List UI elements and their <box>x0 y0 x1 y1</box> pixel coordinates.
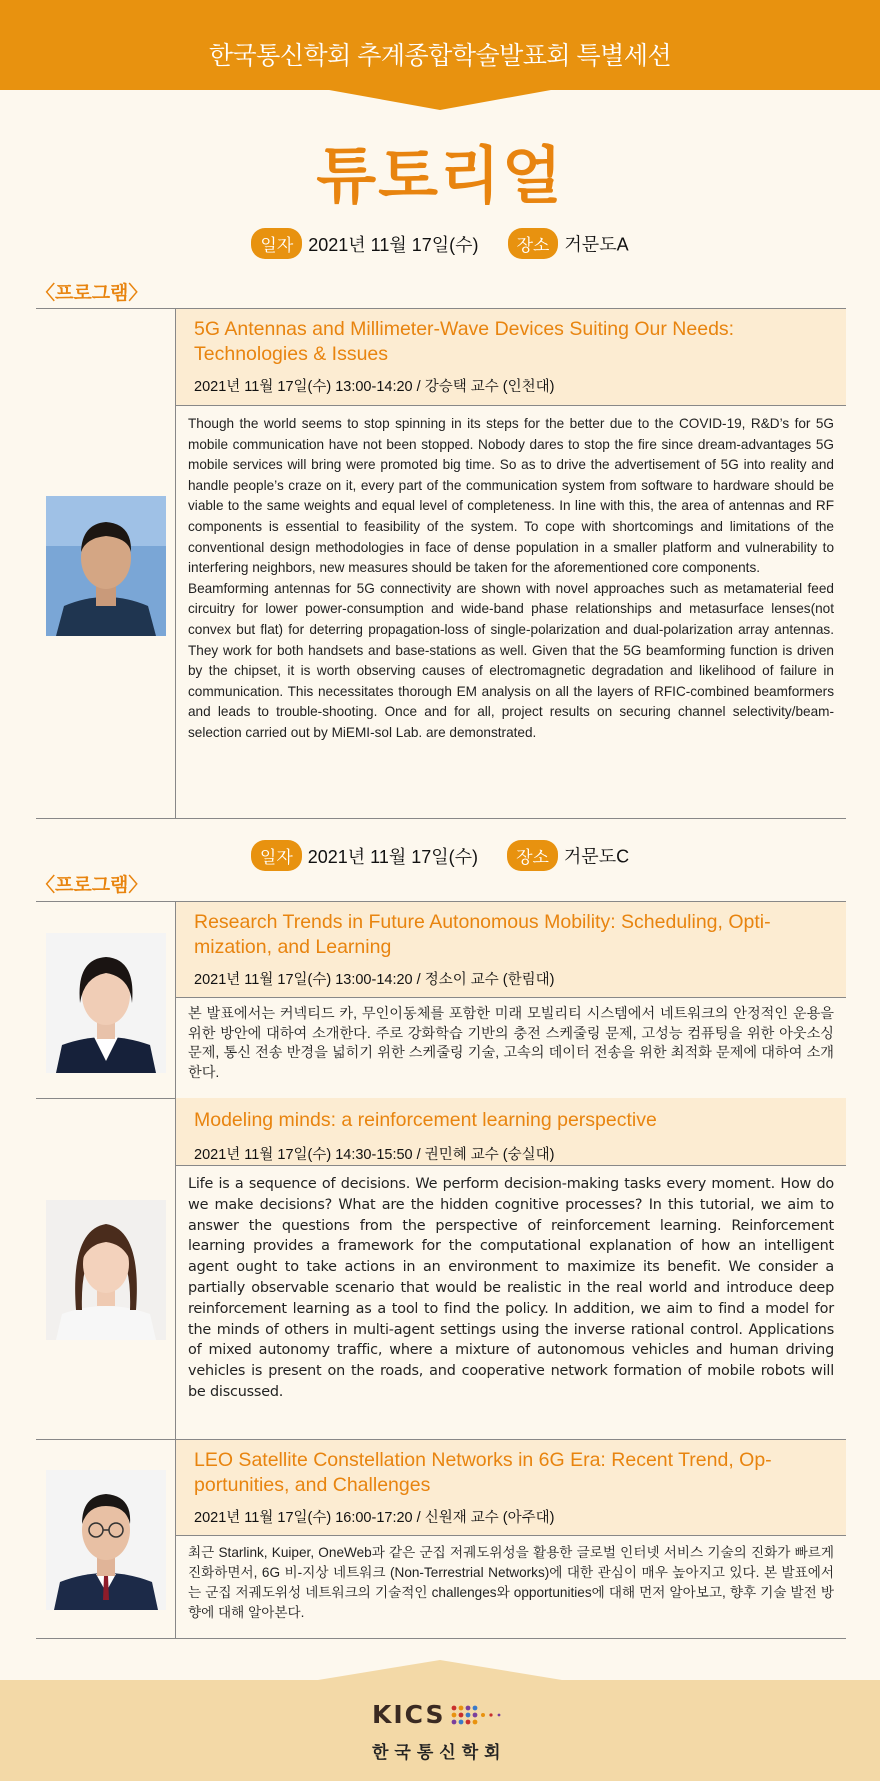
talk-meta: 2021년 11월 17일(수) 16:00-17:20 / 신원재 교수 (아주대) <box>194 1510 555 1526</box>
logo-subtitle: 한국통신학회 <box>372 1743 507 1762</box>
talk-content <box>176 1098 846 1439</box>
kics-logo <box>372 1698 512 1768</box>
talk-meta: 2021년 11월 17일(수) 14:30-15:50 / 권민혜 교수 (숭실대) <box>194 1147 555 1163</box>
talk-title: LEO Satellite Constellation Networks in 6G Era: Recent Trend, Op- portunities, and Challenges <box>194 1449 772 1496</box>
talk-content <box>176 309 846 818</box>
talk-block-3 <box>36 1098 846 1440</box>
page-title: 튜토리얼 <box>316 142 564 211</box>
talk-header <box>176 309 846 406</box>
logo-dots-icon <box>450 1704 510 1728</box>
program-label: 〈프로그램〉 <box>36 283 148 304</box>
session-c-info <box>0 840 880 871</box>
talk-abstract: Life is a sequence of decisions. We perform decision-making tasks every moment. How do we make decisions? What are the hidden cognitive processes? In this tutorial, we aim to answer the questions from the perspective of reinforcement learning. Reinforcement learning provides a framework for the computational explanation of how an intelligent agent ought to take actions in an environment to maximize its benefit. We consider a partially observable scenario that would be realistic in the real world and introduce deep reinforcement learning as a tool to find the policy. In addition, we aim to find a model for the minds of others in multi-agent settings using the inverse rational control. Applications of mixed autonomy traffic, where a mixture of autonomous vehicles and human driving vehicles is present on the roads, and cooperative network formation of mobile robots will be discussed. <box>188 1176 834 1400</box>
speaker-photo <box>46 1470 166 1610</box>
talk-abstract: Though the world seems to stop spinning in its steps for the better due to the COVID-19, R&D’s for 5G mobile communication have not been stopped. Nobody dares to stop the fire since dream-advantages 5G mobile services will bring were promoted big time. So as to drive the advertisement of 5G into reality and handle people’s craze on it, every part of the communication system from software to hardware should be viable to the same weights and equal level of completeness. In line with this, the area of antennas and RF components is essential to feasibility of the system. To cope with shortcomings and limitations of the conventional design methodologies in face of dense population in a smaller platform and vulnerability to interfering neighbors, new measures should be taken for the aforementioned core components. Beamforming antennas for 5G connectivity are shown with novel approaches such as metamaterial feed circuitry for lower power-consumption and wide-band phase relationships and metasurface lenses(not convex but flat) for deterring propagation-loss of single-polarization and dual-polarization array antennas. They work for both handsets and base-stations as well. Given that the 5G beamforming function is driven by the chipset, it is worth observing causes of electromagnetic degradation and likelihood of failure in communication. This necessitates thorough EM analysis on all the layers of RFIC-combined beamformers and leads to trouble-shooting. Once and for all, project results on securing channel selectivity/beam-selection carried out by MiEMI-sol Lab. are demonstrated. <box>188 416 834 740</box>
talk-header <box>176 902 846 998</box>
talk-title: Research Trends in Future Autonomous Mobility: Scheduling, Opti- mization, and Learning <box>194 911 771 958</box>
talk-content <box>176 1440 846 1638</box>
photo-column <box>36 1440 176 1638</box>
talk-block-2 <box>36 901 846 1099</box>
talk-header <box>176 1098 846 1166</box>
talk-title: 5G Antennas and Millimeter-Wave Devices Suiting Our Needs: Technologies & Issues <box>194 318 735 365</box>
session-date: 2021년 11월 17일(수) <box>308 234 479 255</box>
photo-column <box>36 309 176 818</box>
footer-banner <box>0 1680 880 1781</box>
place-tag: 장소 <box>508 228 559 259</box>
talk-block-1 <box>36 308 846 819</box>
talk-abstract: 본 발표에서는 커넥티드 카, 무인이동체를 포함한 미래 모빌리티 시스템에서 네트워크의 안정적인 운용을 위한 방안에 대하여 소개한다. 주로 강화학습 기반의 충전 스케줄링 문제, 고성능 컴퓨팅을 위한 아웃소싱 문제, 통신 전송 반경을 넓히기 위한 스케줄링 기술, 고속의 데이터 전송을 위한 최적화 문제에 대하여 소개한다. <box>188 1006 834 1081</box>
footer-notch <box>318 1660 562 1680</box>
date-tag: 일자 <box>251 228 302 259</box>
banner-arrow <box>318 88 562 110</box>
photo-column <box>36 1098 176 1439</box>
session-date: 2021년 11월 17일(수) <box>307 846 479 867</box>
logo-text: KICS <box>372 1700 446 1729</box>
speaker-photo <box>46 496 166 636</box>
session-a-info <box>0 228 880 259</box>
talk-block-4 <box>36 1439 846 1639</box>
speaker-photo <box>46 933 166 1073</box>
banner-text: 한국통신학회 추계종합학술발표회 특별세션 <box>208 42 672 70</box>
talk-meta: 2021년 11월 17일(수) 13:00-14:20 / 강승택 교수 (인천대) <box>194 379 555 395</box>
talk-content <box>176 902 846 1098</box>
talk-abstract: 최근 Starlink, Kuiper, OneWeb과 같은 군집 저궤도위성을 활용한 글로벌 인터넷 서비스 기술의 진화가 빠르게 진화하면서, 6G 비-지상 네트워크 (Non-Terrestrial Networks)에 대한 관심이 매우 높아지고 있다. 본 발표에서는 군집 저궤도위성 네트워크의 기술적인 challenges와 opportunities에 대해 먼저 알아보고, 향후 기술 발전 방향에 대해 알아본다. <box>188 1545 834 1620</box>
talk-title: Modeling minds: a reinforcement learning perspective <box>194 1109 657 1131</box>
date-tag: 일자 <box>251 840 302 871</box>
talk-meta: 2021년 11월 17일(수) 13:00-14:20 / 정소이 교수 (한림대) <box>194 972 555 988</box>
top-banner <box>0 0 880 90</box>
photo-column <box>36 902 176 1098</box>
talk-header <box>176 1440 846 1536</box>
program-label: 〈프로그램〉 <box>36 875 148 896</box>
session-place: 거문도A <box>564 234 629 255</box>
place-tag: 장소 <box>507 840 558 871</box>
session-place: 거문도C <box>563 846 630 867</box>
speaker-photo <box>46 1200 166 1340</box>
